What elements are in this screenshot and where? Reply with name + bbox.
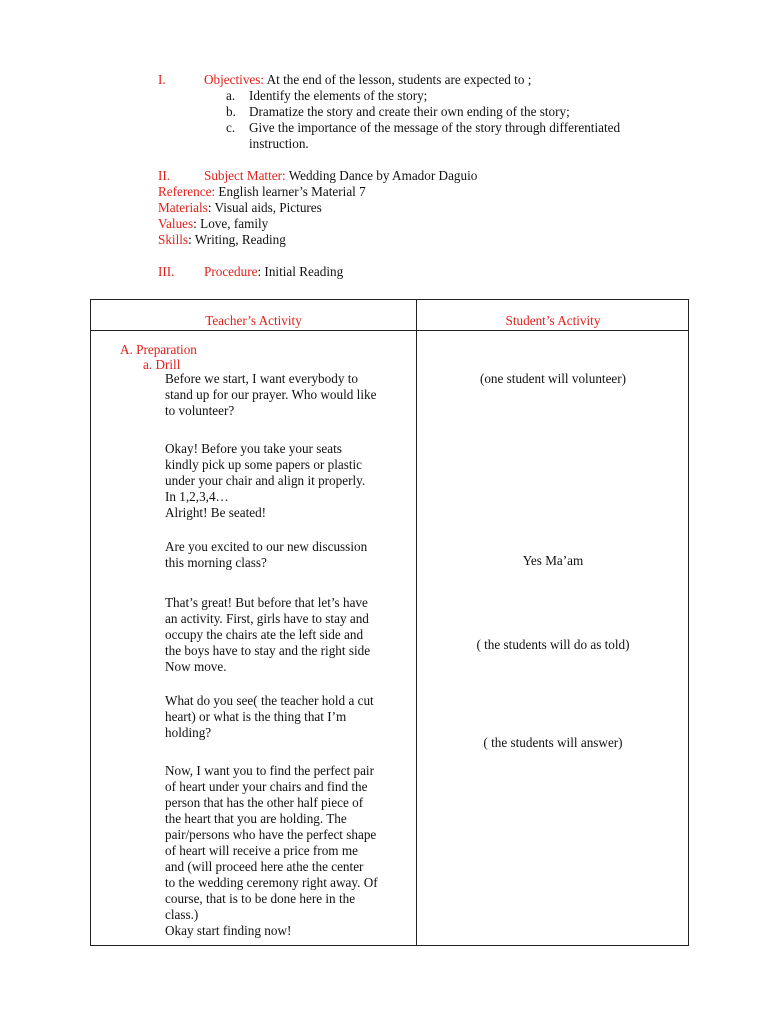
list-letter: c. xyxy=(226,120,236,135)
student-response: ( the students will answer) xyxy=(483,735,623,750)
procedure-heading: Procedure xyxy=(204,264,258,279)
values-text: : Love, family xyxy=(193,216,269,231)
skills-label: Skills xyxy=(158,232,189,247)
section-number: I. xyxy=(158,72,166,87)
subject-matter-text: Wedding Dance by Amador Daguio xyxy=(285,168,478,183)
teacher-activity-paragraph: Now, I want you to find the perfect pair of heart under your chairs and find the person that has the other half piece of the heart that you are holding. The pair/persons who have the perfect shape of heart will receive a price from me and (will proceed here athe the center to the wedding ceremony right away. Of course, that is to be done here in the class.) Okay start finding now! xyxy=(165,763,378,938)
teacher-activity-header: Teacher’s Activity xyxy=(205,313,302,328)
objectives-text: At the end of the lesson, students are expected to ; xyxy=(264,72,532,87)
procedure-line xyxy=(204,264,343,280)
materials-line xyxy=(158,200,322,216)
teacher-activity-paragraph: Before we start, I want everybody to stand up for our prayer. Who would like to volunteer? xyxy=(165,371,377,418)
subject-matter-heading: Subject Matter: xyxy=(204,168,286,183)
reference-line xyxy=(158,184,366,200)
values-line xyxy=(158,216,268,232)
teacher-activity-paragraph: That’s great! But before that let’s have an activity. First, girls have to stay and occupy the chairs ate the left side and the boys have to stay and the right side Now move. xyxy=(165,595,371,674)
skills-text: : Writing, Reading xyxy=(188,232,286,247)
list-letter: b. xyxy=(226,104,236,119)
reference-text: English learner’s Material 7 xyxy=(215,184,366,199)
part-a-heading: A. Preparation xyxy=(120,342,197,357)
skills-line xyxy=(158,232,286,248)
objective-item-continued: instruction. xyxy=(249,136,309,151)
section-number: II. xyxy=(158,168,171,183)
materials-label: Materials xyxy=(158,200,208,215)
student-response: Yes Ma’am xyxy=(522,553,584,568)
objectives-line xyxy=(204,72,531,88)
header-divider xyxy=(91,330,688,331)
objective-item: Identify the elements of the story; xyxy=(249,88,428,103)
materials-text: : Visual aids, Pictures xyxy=(207,200,322,215)
list-letter: a. xyxy=(226,88,236,103)
student-response: ( the students will do as told) xyxy=(476,637,630,652)
teacher-activity-paragraph: Okay! Before you take your seats kindly pick up some papers or plastic under your chair and align it properly. In 1,2,3,4… Alright! Be seated! xyxy=(165,441,366,520)
student-response: (one student will volunteer) xyxy=(479,371,627,386)
objective-item: Dramatize the story and create their own ending of the story; xyxy=(249,104,570,119)
column-divider xyxy=(416,300,417,945)
procedure-text: : Initial Reading xyxy=(257,264,344,279)
teacher-activity-paragraph: Are you excited to our new discussion this morning class? xyxy=(165,539,368,570)
reference-label: Reference: xyxy=(158,184,216,199)
subject-matter-line xyxy=(204,168,477,184)
student-activity-header: Student’s Activity xyxy=(505,313,601,328)
teacher-activity-paragraph: What do you see( the teacher hold a cut heart) or what is the thing that I’m holding? xyxy=(165,693,374,740)
objective-item: Give the importance of the message of the story through differentiated xyxy=(249,120,621,135)
objectives-heading: Objectives: xyxy=(204,72,265,87)
part-a-subheading: a. Drill xyxy=(143,357,181,372)
section-number: III. xyxy=(158,264,175,279)
values-label: Values xyxy=(158,216,194,231)
